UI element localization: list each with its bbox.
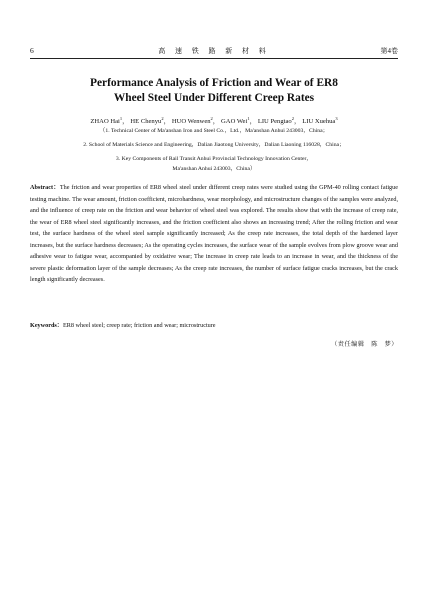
author-affiliation-mark: 1 (247, 115, 250, 121)
journal-name: 高 速 铁 路 新 材 料 (158, 47, 270, 55)
volume-label: 第4卷 (380, 47, 398, 55)
author-affiliation-mark: 2 (291, 115, 294, 121)
author-separator: ， (163, 118, 171, 125)
running-header (30, 44, 398, 58)
keywords (30, 320, 398, 331)
author-name: HUO Wenwen (171, 118, 211, 125)
header-rule (30, 58, 398, 59)
author-name: HE Chenyu (130, 118, 162, 125)
paper-title-line-1: Performance Analysis of Friction and Wear of ER8 (90, 77, 338, 89)
author-name: LIU Xuehua (302, 118, 336, 125)
author-separator: ， (212, 118, 220, 125)
paper-title-line-2: Wheel Steel Under Different Creep Rates (113, 92, 315, 104)
affiliation-3-continued: Ma'anshan Anhui 243003，China） (172, 166, 256, 172)
author-separator: ， (249, 118, 257, 125)
responsible-editor: （责任编辑 陈 梦） (331, 341, 398, 348)
abstract-text: The friction and wear properties of ER8 wheel steel under different creep rates were studied using the GPM-40 rolling contact fatigue testing machine. The wear amount, friction coefficient, microhardness, wear morphology, and microstructure changes of the samples were analyzed, and the influence of creep rate on the friction and wear behavior of wheel steel was explored. The results show that with the increase of creep rate, the wear of ER8 wheel steel significantly increases, and the friction coefficient also shows an increasing trend; After the rolling friction and wear test, the surface hardness of the wheel steel sample significantly increased; As the creep rate increases, the total depth of the hardened layer increases, but the surface hardness decreases; As the operating cycles increases, the surface wear of the sample evolves from plow groove wear and adhesive wear to fatigue wear, accompanied by oxidative wear; The increase in creep rate leads to an increase in wear, and the thickness of the severe plastic deformation layer of the sample decreases; As the creep rate increases, the number of surface fatigue cracks increases, but the crack length significantly decreases. (30, 184, 398, 283)
abstract-label: Abstract： (30, 184, 60, 191)
page-number: 6 (30, 46, 34, 55)
keywords-label: Keywords： (30, 322, 63, 329)
keywords-text: ER8 wheel steel; creep rate; friction and wear; microstructure (63, 322, 216, 329)
affiliation-1: （1. Technical Center of Ma'anshan Iron and Steel Co.，Ltd.，Ma'anshan Anhui 243003，China； (99, 128, 329, 134)
author-name: GAO Wei (221, 118, 248, 125)
author-affiliation-mark: 2 (161, 115, 164, 121)
author-separator: ， (122, 118, 129, 125)
affiliation-2: 2. School of Materials Science and Engineering，Dalian Jiaotong University，Dalian Liaoning 116028，China； (83, 142, 345, 148)
author-list (30, 115, 398, 125)
abstract (30, 182, 398, 286)
author-affiliation-mark: 3 (335, 115, 338, 121)
affiliation-3: 3. Key Components of Rail Transit Anhui Provincial Technology Innovation Center， (115, 156, 313, 162)
author-affiliation-mark: 1 (119, 115, 123, 121)
author-name: LIU Pengtao (257, 118, 292, 125)
author-separator: ， (293, 118, 301, 125)
author-name: ZHAO Hai (90, 118, 120, 125)
author-affiliation-mark: 2 (210, 115, 213, 121)
